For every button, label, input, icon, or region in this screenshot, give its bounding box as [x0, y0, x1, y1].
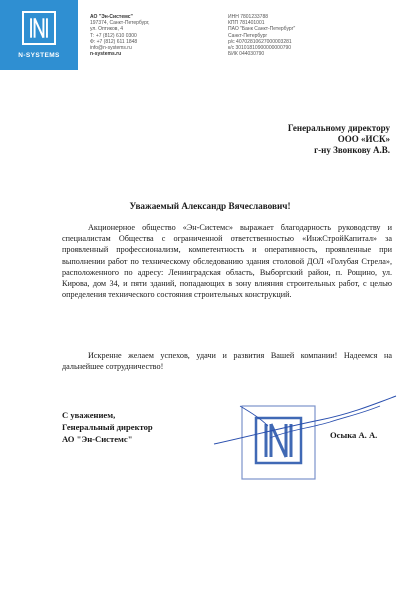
- requisite-line: БИК 044030790: [228, 51, 265, 58]
- logo-text: N-SYSTEMS: [18, 52, 60, 59]
- contact-line: info@n-systems.ru: [90, 45, 132, 52]
- requisite-line: р/с 40702810627000003281: [228, 38, 292, 45]
- addressee-name: г-ну Звонкову А.В.: [314, 145, 390, 155]
- signatory-block: [62, 409, 153, 445]
- salutation: Уважаемый Александр Вячеславович!: [129, 201, 291, 211]
- signatory-position: Генеральный директор: [62, 422, 153, 432]
- contact-line: 197374, Санкт-Петербург,: [90, 20, 150, 27]
- addressee-position: Генеральному директору: [287, 123, 390, 133]
- company-contacts: [90, 14, 170, 57]
- letter-paragraph-wishes: Искренне желаем успехов, удачи и развития Вашей компании! Надеемся на дальнейшее сотрудничество!: [62, 351, 392, 372]
- bank-requisites: [228, 14, 338, 57]
- addressee-company: ООО «ИСК»: [337, 134, 390, 144]
- signatory-name: Осыка А. А.: [330, 430, 378, 440]
- contact-line: АО "Эн-Системс": [90, 14, 133, 20]
- letter-paragraph-gratitude: Акционерное общество «Эн-Системс» выражает благодарность руководству и специалистам Общества с ограниченной ответственностью «ИнжСтройКапитал» за проявленный профессионализм, компетентность и оперативность, проявленные при выполнении работ по техническому обследованию здания столовой ДОЛ «Голубая Стрела», расположенного по адресу: Ленинградская область, Выборгский район, п. Рощино, ул. Кирова, дом 34, и пяти зданий, попадающих в зону влияния строительных работ, с целью определения технического состояния строительных конструкций.: [62, 223, 392, 300]
- contact-line: n-systems.ru: [90, 51, 122, 58]
- requisite-line: Санкт-Петербург: [228, 32, 268, 39]
- requisite-line: к/с 30101810900000000790: [228, 45, 292, 52]
- addressee-block: [190, 123, 390, 156]
- handwritten-signature: [210, 386, 400, 456]
- signatory-company: АО "Эн-Системс": [62, 434, 133, 444]
- contact-line: Ф: +7 (812) 611 1848: [90, 38, 138, 45]
- requisite-line: ПАО "Банк Санкт-Петербург": [228, 26, 296, 33]
- company-logo: [0, 0, 78, 70]
- n-systems-logo-icon: [22, 11, 56, 45]
- closing-phrase: С уважением,: [62, 410, 116, 420]
- contact-line: ул. Оптиков, 4: [90, 26, 124, 33]
- contact-line: Т: +7 (812) 610 0300: [90, 32, 137, 39]
- requisite-line: КПП 781401001: [228, 20, 265, 27]
- requisite-line: ИНН 7801233788: [228, 14, 269, 20]
